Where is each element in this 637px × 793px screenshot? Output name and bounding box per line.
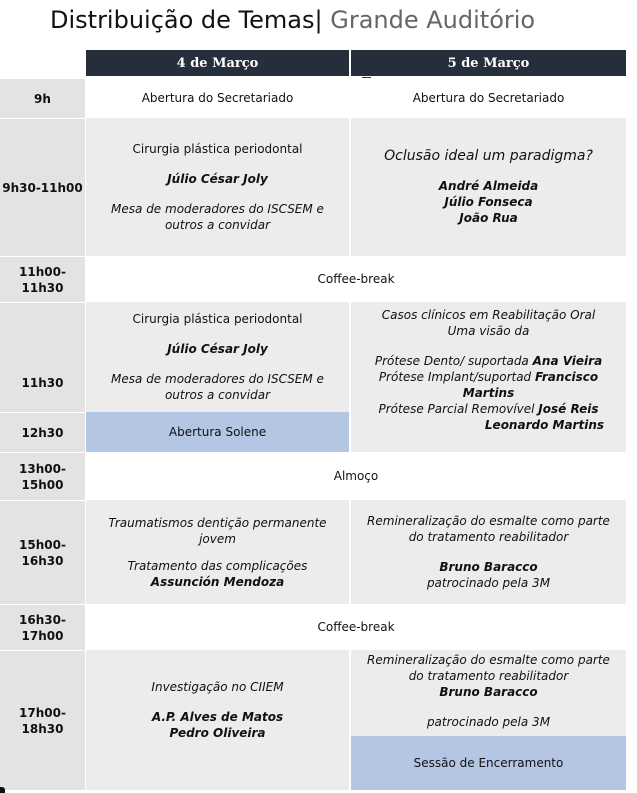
cell-9h-day2: Abertura do Secretariado <box>351 78 626 118</box>
session-speaker: Júlio César Joly <box>167 172 268 186</box>
page-title <box>50 6 535 34</box>
cell-coffee-break-2: Coffee-break <box>86 604 626 650</box>
session-line: Prótese Implant/suportad Francisco Martins <box>378 370 599 400</box>
cell-coffee-break-1: Coffee-break <box>86 256 626 302</box>
cell-11h30-day2 <box>351 302 626 452</box>
cell-9h30-day1 <box>86 118 349 256</box>
session-topic: Traumatismos dentição permanente jovem <box>108 515 327 546</box>
time-12h30: 12h30 <box>0 412 85 452</box>
time-17h00: 17h00- 18h30 <box>0 650 85 790</box>
time-11h00: 11h00- 11h30 <box>0 256 85 302</box>
session-speaker: Júlio Fonseca <box>444 195 533 209</box>
session-speaker: Ana Vieira <box>532 354 603 368</box>
cell-17h00-day2 <box>351 650 626 736</box>
session-speaker: Assunción Mendoza <box>150 574 285 589</box>
header-day1: 4 de Março <box>86 50 349 76</box>
cell-lunch: Almoço <box>86 452 626 500</box>
session-note: Mesa de moderadores do ISCSEM e outros a convidar <box>111 202 324 232</box>
session-topic: Oclusão ideal um paradigma? <box>384 148 593 164</box>
session-speaker: Pedro Oliveira <box>169 726 266 740</box>
cell-15h00-day2 <box>351 500 626 604</box>
cell-closing-session: Sessão de Encerramento <box>351 736 626 790</box>
title-main: Distribuição de Temas <box>50 6 315 34</box>
session-speaker: André Almeida <box>438 179 539 193</box>
time-16h30: 16h30- 17h00 <box>0 604 85 650</box>
session-line: Prótese Dento/ suportada Ana Vieira <box>374 354 603 368</box>
session-topic: Tratamento das complicações <box>127 558 308 573</box>
cell-17h00-day1 <box>86 650 349 790</box>
session-speaker: Bruno Baracco <box>439 685 538 699</box>
time-9h30: 9h30-11h00 <box>0 118 85 256</box>
session-speaker: João Rua <box>459 211 518 225</box>
header-day2: 5 de Março <box>351 50 626 76</box>
session-speaker: Francisco Martins <box>462 370 599 400</box>
time-11h30: 11h30 <box>0 302 85 412</box>
session-line: Prótese Parcial Removível José Reis <box>378 402 599 416</box>
time-13h00: 13h00- 15h00 <box>0 452 85 500</box>
title-separator: | <box>314 6 323 34</box>
cell-9h-day1: Abertura do Secretariado <box>86 78 349 118</box>
session-topic: Investigação no CIIEM <box>151 680 284 694</box>
cell-12h30-day1: Abertura Solene <box>86 412 349 452</box>
session-speaker: Bruno Baracco <box>439 560 538 574</box>
time-15h00: 15h00- 16h30 <box>0 500 85 604</box>
session-topic: Cirurgia plástica periodontal <box>132 312 303 326</box>
session-sponsor: patrocinado pela 3M <box>426 576 551 590</box>
session-sponsor: patrocinado pela 3M <box>426 715 551 729</box>
session-topic: Remineralização do esmalte como parte do tratamento reabilitador <box>367 653 610 683</box>
session-speaker: José Reis <box>538 402 599 416</box>
session-subtopic: Uma visão da <box>447 324 530 338</box>
session-note: Mesa de moderadores do ISCSEM e outros a convidar <box>111 372 324 402</box>
cell-15h00-day1 <box>86 500 349 604</box>
corner-mark <box>0 787 5 793</box>
session-topic: Cirurgia plástica periodontal <box>132 142 303 156</box>
session-topic: Casos clínicos em Reabilitação Oral <box>381 308 596 322</box>
title-subtitle: Grande Auditório <box>330 6 536 34</box>
session-speaker: Júlio César Joly <box>167 342 268 356</box>
session-speaker: A.P. Alves de Matos <box>151 710 284 724</box>
session-speaker: Leonardo Martins <box>484 418 604 432</box>
cell-11h30-day1 <box>86 302 349 412</box>
cell-9h30-day2 <box>351 118 626 256</box>
time-9h: 9h <box>0 78 85 118</box>
session-topic: Remineralização do esmalte como parte do tratamento reabilitador <box>367 514 610 544</box>
